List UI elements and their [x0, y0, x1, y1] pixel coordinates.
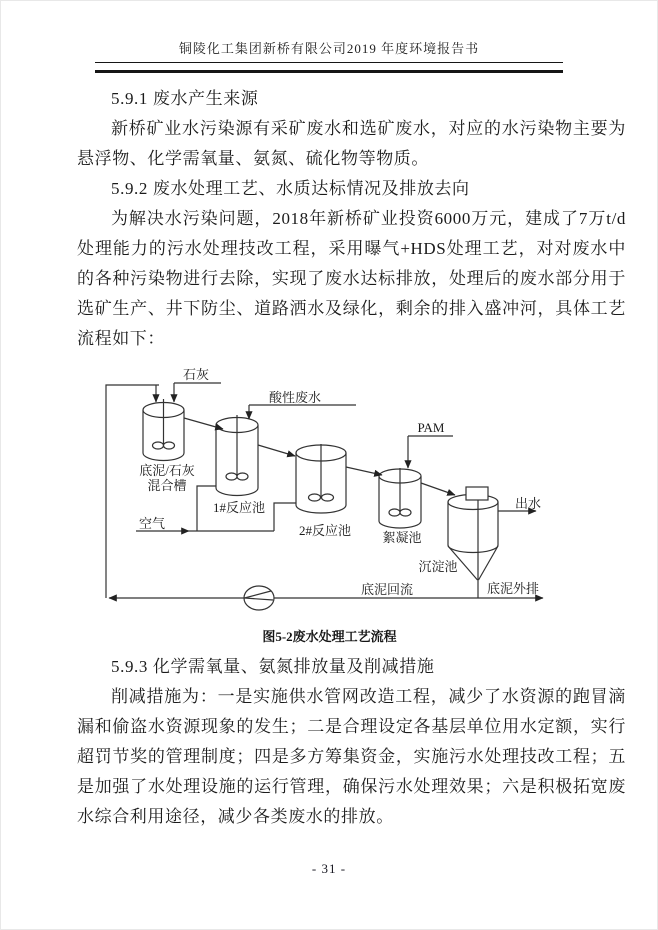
- section-heading-593: 5.9.3 化学需氧量、氨氮排放量及削减措施: [111, 657, 435, 676]
- page-number: - 31 -: [311, 861, 347, 876]
- section-heading-591: 5.9.1 废水产生来源: [111, 89, 259, 108]
- sludge-discharge-label: 底泥外排: [486, 581, 540, 596]
- flocculation-tank-shape: [379, 468, 421, 528]
- sedimentation-feedwell-box: [466, 487, 488, 500]
- process-flow-figure: [63, 358, 626, 652]
- section-paragraph-592: 为解决水污染问题，2018年新桥矿业投资6000万元，建成了7万t/d处理能力的污水处理技改工程，采用曝气+HDS处理工艺，对对废水中的各种污染物进行去除，实现了废水达标排放，处理后的废水部分用于选矿生产、井下防尘、道路洒水及绿化，剩余的排入盛冲河，具体工艺流程如下：: [77, 209, 626, 348]
- mixing-tank-shape: [143, 399, 184, 460]
- header-divider-rule: [95, 62, 563, 73]
- transfer-flocculation-to-sedimentation: [421, 483, 455, 495]
- sedimentation-label: 沉淀池: [418, 559, 458, 574]
- wastewater-process-flow-diagram: [63, 358, 595, 622]
- air-label: 空气: [138, 516, 166, 531]
- reactor1-label: 1#反应池: [212, 500, 266, 515]
- outflow-label: 出水: [514, 496, 542, 511]
- reactor1-tank-shape: [216, 415, 258, 495]
- mixing-tank-label-line2: 混合槽: [147, 478, 187, 493]
- sludge-return-label: 底泥回流: [360, 582, 414, 597]
- page-content: [63, 84, 626, 832]
- section-paragraph-593: 削减措施为：一是实施供水管网改造工程，减少了水资源的跑冒滴漏和偷盗水资源现象的发生；二是合理设定各基层单位用水定额，实行超罚节奖的管理制度；四是多方筹集资金，实施污水处理技改工程；五是加强了水处理设施的运行管理，确保污水处理效果；六是积极拓宽废水综合利用途径，减少各类废水的排放。: [77, 687, 626, 826]
- pam-label: PAM: [417, 420, 445, 435]
- document-header-title: 铜陵化工集团新桥有限公司2019 年度环境报告书: [178, 41, 480, 56]
- section-paragraph-591: 新桥矿业水污染源有采矿废水和选矿废水，对应的水污染物主要为悬浮物、化学需氧量、氨氮、硫化物等物质。: [77, 119, 626, 168]
- figure-caption: 图5-2废水处理工艺流程: [262, 629, 397, 644]
- transfer-reactor1-to-reactor2: [258, 445, 295, 456]
- transfer-reactor2-to-flocculation: [346, 467, 382, 475]
- pump-symbol: [244, 586, 274, 610]
- flocculation-label: 絮凝池: [382, 530, 422, 545]
- section-heading-592: 5.9.2 废水处理工艺、水质达标情况及排放去向: [111, 179, 470, 198]
- reactor2-tank-shape: [296, 444, 346, 513]
- mixing-tank-label-line1: 底泥/石灰: [139, 463, 195, 478]
- air-branch-reactor2: [274, 503, 296, 531]
- acid-wastewater-label: 酸性废水: [268, 390, 322, 405]
- reactor2-label: 2#反应池: [298, 523, 352, 538]
- lime-label: 石灰: [182, 367, 210, 382]
